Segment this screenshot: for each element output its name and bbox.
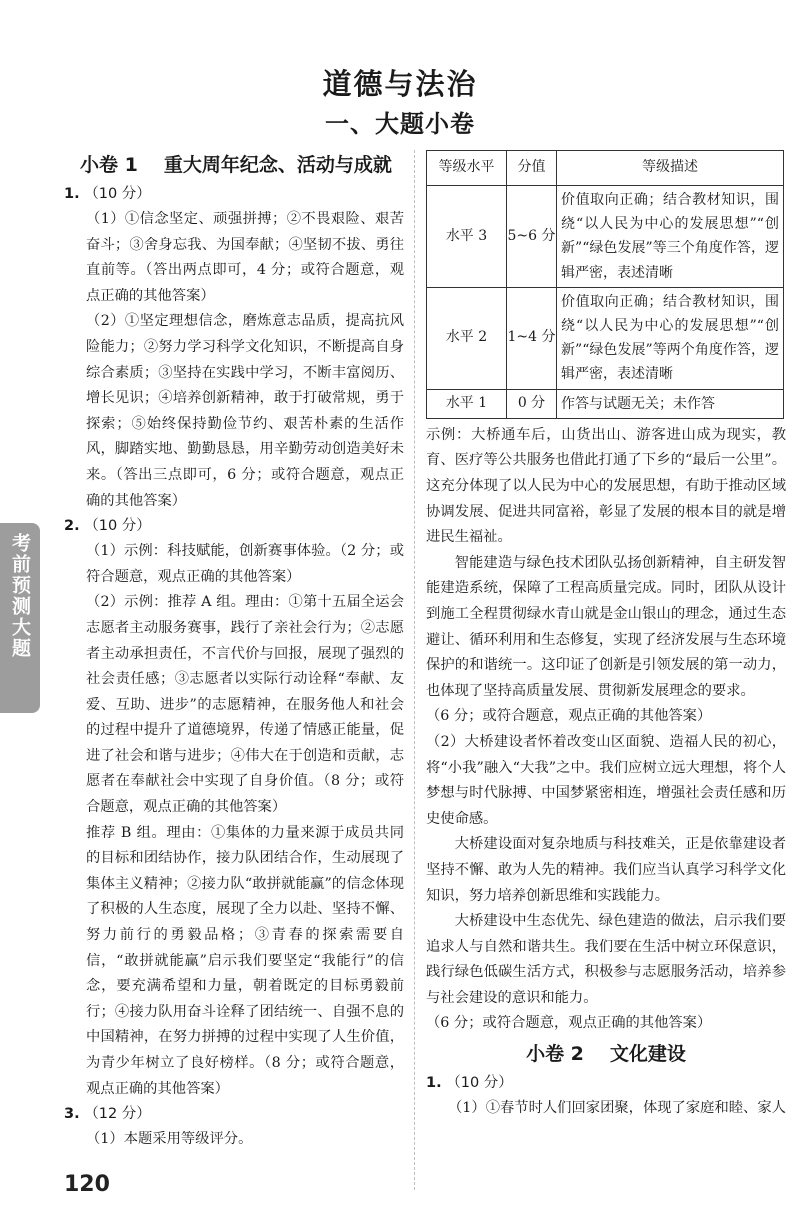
table-row (427, 186, 784, 288)
description-cell: 价值取向正确；结合教材知识，围绕“以人民为中心的发展思想”“创新”“绿色发展”等两个角度作答，逻辑严密，表述清晰 (557, 287, 784, 389)
score-cell: 5~6 分 (507, 186, 557, 288)
table-row (427, 287, 784, 389)
page-number: 120 (64, 1172, 110, 1197)
answer-paragraph: （1）本题采用等级评分。 (86, 1131, 253, 1148)
left-column (64, 150, 404, 1153)
score-cell: 0 分 (507, 389, 557, 418)
page-subtitle: 一、大题小卷 (325, 110, 475, 138)
level-cell: 水平 1 (427, 389, 507, 418)
page-title: 道德与法治 (322, 67, 478, 101)
side-tab (0, 523, 40, 713)
question-score: （10 分） (84, 186, 151, 202)
question-number: 1. (426, 1075, 442, 1092)
answer-paragraph: （1）①信念坚定、顽强拼搏；②不畏艰险、艰苦奋斗；③舍身忘我、为国奉献；④坚韧不拔、勇往直前等。（答出两点即可，4 分；或符合题意，观点正确的其他答案） (86, 211, 404, 304)
section-heading-2 (426, 1039, 786, 1069)
answer-paragraph: （2）大桥建设者怀着改变山区面貌、造福人民的初心，将“小我”融入“大我”之中。我们应树立远大理想，将个人梦想与时代脉搏、中国梦紧密相连，增强社会责任感和历史使命感。 (426, 733, 786, 827)
question-score: （10 分） (446, 1075, 513, 1092)
answer-paragraph: 示例：大桥通车后，山货出山、游客进山成为现实，教育、医疗等公共服务也借此打通了下乡的“最后一公里”。这充分体现了以人民为中心的发展思想，有助于推动区域协调发展、促进共同富裕，彰显了发展的根本目的就是增进民生福祉。 (426, 426, 786, 546)
grading-table (426, 150, 784, 419)
answer-paragraph: （2）①坚定理想信念，磨炼意志品质，提高抗风险能力；②努力学习科学文化知识，不断提高自身综合素质；③坚持在实践中学习，不断丰富阅历、增长见识；④培养创新精神，敢于打破常规，勇于探索；⑤始终保持勤俭节约、艰苦朴素的生活作风，脚踏实地、勤勤恳恳，用辛勤劳动创造美好未来。（答出三点即可，6 分；或符合题意，观点正确的其他答案） (86, 313, 404, 509)
answer-paragraph: （1）①春节时人们回家团聚，体现了家庭和睦、家人 (448, 1100, 786, 1117)
description-cell: 价值取向正确；结合教材知识，围绕“以人民为中心的发展思想”“创新”“绿色发展”等三个角度作答，逻辑严密，表述清晰 (557, 186, 784, 288)
answer-paragraph: （1）示例：科技赋能，创新赛事体验。（2 分；或符合题意，观点正确的其他答案） (86, 543, 404, 585)
table-header-cell: 分值 (507, 151, 557, 186)
description-cell: 作答与试题无关；未作答 (557, 389, 784, 418)
question-1b-header (426, 1071, 786, 1096)
right-column (426, 150, 786, 1122)
question-score: （12 分） (84, 1106, 151, 1123)
section-heading-1 (64, 150, 404, 180)
table-row (427, 389, 784, 418)
answer-paragraph: （2）示例：推荐 A 组。理由：①第十五届全运会志愿者主动服务赛事，践行了亲社会行为；②志愿者主动承担责任，不言代价与回报，展现了强烈的社会责任感；③志愿者以实际行动诠释“奉献、友爱、互助、进步”的志愿精神，在服务他人和社会的过程中提升了道德境界，传递了情感正能量，促进了社会和谐与进步；④伟大在于创造和贡献，志愿者在奉献社会中实现了自身价值。（8 分；或符合题意，观点正确的其他答案） (86, 594, 404, 816)
section-label: 小卷 2 (526, 1043, 584, 1066)
question-1-header (64, 182, 404, 207)
level-cell: 水平 3 (427, 186, 507, 288)
table-header-row (427, 151, 784, 186)
table-header-cell: 等级水平 (427, 151, 507, 186)
section-name: 文化建设 (609, 1043, 686, 1066)
level-cell: 水平 2 (427, 287, 507, 389)
question-number: 3. (64, 1106, 80, 1123)
answer-paragraph: （6 分；或符合题意，观点正确的其他答案） (426, 708, 712, 725)
answer-paragraph: 大桥建设面对复杂地质与科技难关，正是依靠建设者坚持不懈、敢为人先的精神。我们应当认真学习科学文化知识，努力培养创新思维和实践能力。 (426, 836, 786, 904)
column-divider (414, 150, 415, 1190)
answer-paragraph: 智能建造与绿色技术团队弘扬创新精神，自主研发智能建造系统，保障了工程高质量完成。同时，团队从设计到施工全程贯彻绿水青山就是金山银山的理念，通过生态避让、循环利用和生态修复，实现了经济发展与生态环境保护的和谐统一。这印证了创新是引领发展的第一动力，也体现了坚持高质量发展、贯彻新发展理念的要求。 (426, 554, 786, 699)
table-header-cell: 等级描述 (557, 151, 784, 186)
section-name: 重大周年纪念、活动与成就 (163, 154, 392, 176)
answer-paragraph: 推荐 B 组。理由：①集体的力量来源于成员共同的目标和团结协作，接力队团结合作，生动展现了集体主义精神；②接力队“敢拼就能赢”的信念体现了积极的人生态度，展现了全力以赴、坚持不懈、努力前行的勇毅品格；③青春的探索需要自信，“敢拼就能赢”启示我们要坚定“我能行”的信念，要充满希望和力量，朝着既定的目标勇毅前行；④接力队用奋斗诠释了团结统一、自强不息的中国精神，在努力拼搏的过程中实现了人生价值，为青少年树立了良好榜样。（8 分；或符合题意，观点正确的其他答案） (86, 824, 404, 1097)
question-2-header (64, 514, 404, 539)
answer-paragraph: （6 分；或符合题意，观点正确的其他答案） (426, 1015, 712, 1032)
section-label: 小卷 1 (80, 154, 138, 176)
answer-paragraph: 大桥建设中生态优先、绿色建造的做法，启示我们要追求人与自然和谐共生。我们要在生活中树立环保意识，践行绿色低碳生活方式，积极参与志愿服务活动，培养参与社会建设的意识和能力。 (426, 913, 786, 1006)
question-number: 1. (64, 186, 80, 202)
score-cell: 1~4 分 (507, 287, 557, 389)
question-score: （10 分） (84, 518, 151, 535)
question-number: 2. (64, 518, 80, 535)
question-3-header (64, 1102, 404, 1127)
side-tab-label: 考前预测大题 (9, 533, 31, 659)
